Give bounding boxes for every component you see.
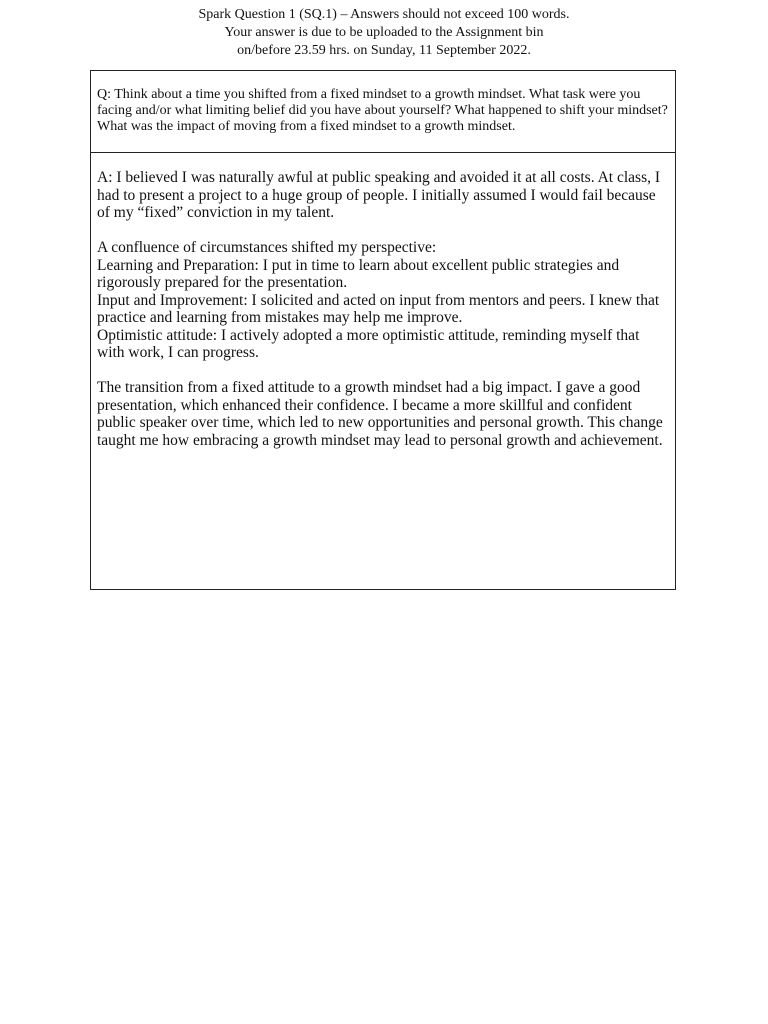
assignment-header xyxy=(0,6,768,60)
header-title-line: Spark Question 1 (SQ.1) – Answers should not exceed 100 words. xyxy=(198,7,570,22)
header-deadline-line: on/before 23.59 hrs. on Sunday, 11 September 2022. xyxy=(237,43,531,58)
answer-point-attitude: Optimistic attitude: I actively adopted a more optimistic attitude, reminding myself that with work, I can progress. xyxy=(97,326,640,361)
answer-point-learning: Learning and Preparation: I put in time to learn about excellent public strategies and rigorously prepared for the presentation. xyxy=(97,256,620,291)
paragraph-gap xyxy=(97,362,669,380)
header-due-line: Your answer is due to be uploaded to the Assignment bin xyxy=(224,25,544,40)
answer-impact: The transition from a fixed attitude to a growth mindset had a big impact. I gave a good presentation, which enhanced their confidence. I became a more skillful and confident public speaker over time, which led to new opportunities and personal growth. This change taught me how embracing a growth mindset may lead to personal growth and achievement. xyxy=(97,379,663,449)
answer-shift-lead: A confluence of circumstances shifted my perspective: xyxy=(97,239,437,256)
question-text: Q: Think about a time you shifted from a fixed mindset to a growth mindset. What task were you facing and/or what limiting belief did you have about yourself? What happened to shift your mindset? What was the impact of moving from a fixed mindset to a growth mindset. xyxy=(97,87,668,134)
question-answer-table xyxy=(90,70,676,590)
answer-point-input: Input and Improvement: I solicited and acted on input from mentors and peers. I knew that practice and learning from mistakes may help me improve. xyxy=(97,291,660,326)
answer-intro: A: I believed I was naturally awful at public speaking and avoided it at all costs. At class, I had to present a project to a huge group of people. I initially assumed I would fail because of my “fixed” conviction in my talent. xyxy=(97,169,661,221)
question-cell xyxy=(91,71,675,153)
paragraph-gap xyxy=(97,222,669,240)
answer-cell xyxy=(91,153,675,449)
